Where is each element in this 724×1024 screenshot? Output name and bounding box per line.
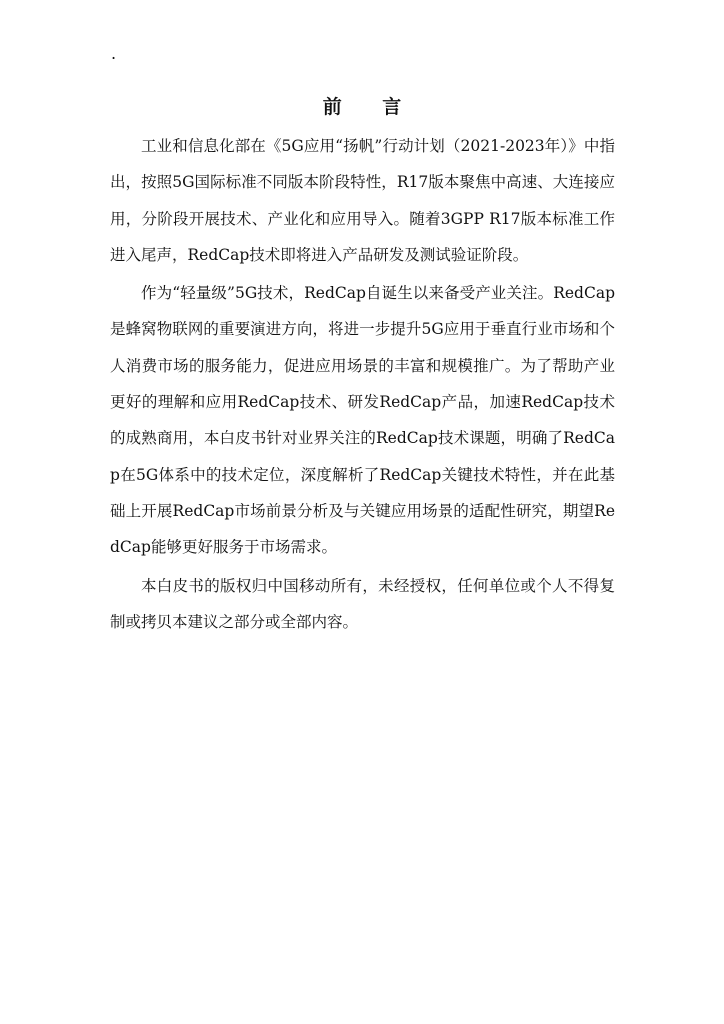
document-body <box>110 128 615 642</box>
page-marker: . <box>111 44 117 63</box>
paragraph-1: 工业和信息化部在《5G应用“扬帆”行动计划（2021-2023年）》中指出，按照5G国际标准不同版本阶段特性，R17版本聚焦中高速、大连接应用，分阶段开展技术、产业化和应用导入。随着3GPP R17版本标准工作进入尾声，RedCap技术即将进入产品研发及测试验证阶段。 <box>110 137 615 264</box>
page-title: 前 言 <box>322 96 419 118</box>
paragraph-3: 本白皮书的版权归中国移动所有，未经授权，任何单位或个人不得复制或拷贝本建议之部分或全部内容。 <box>110 576 615 631</box>
paragraph-2: 作为“轻量级”5G技术，RedCap自诞生以来备受产业关注。RedCap是蜂窝物联网的重要演进方向，将进一步提升5G应用于垂直行业市场和个人消费市场的服务能力，促进应用场景的丰富和规模推广。为了帮助产业更好的理解和应用RedCap技术、研发RedCap产品，加速RedCap技术的成熟商用，本白皮书针对业界关注的RedCap技术课题，明确了RedCap在5G体系中的技术定位，深度解析了RedCap关键技术特性，并在此基础上开展RedCap市场前景分析及与关键应用场景的适配性研究，期望RedCap能够更好服务于市场需求。 <box>110 284 615 557</box>
